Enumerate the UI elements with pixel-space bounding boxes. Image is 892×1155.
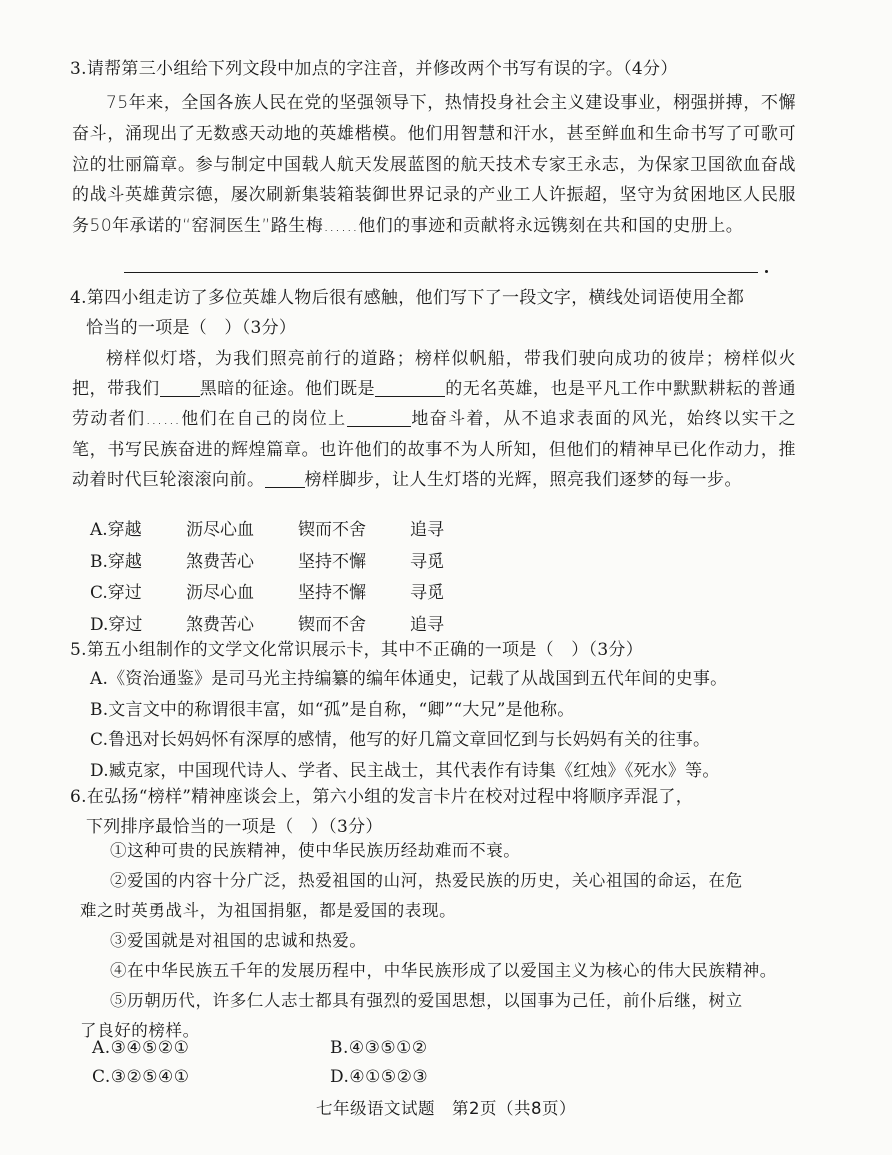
question-6-sentences [80, 836, 796, 1046]
sentence-4: ④在中华民族五千年的发展历程中，中华民族形成了以爱国主义为核心的伟大民族精神。 [110, 961, 777, 980]
option-row-b [90, 547, 470, 579]
question-4-title-line1: 4.第四小组走访了多位英雄人物后很有感触，他们写下了一段文字，横线处词语使用全都 [70, 288, 745, 308]
answer-line [124, 272, 758, 273]
sentence-1: ①这种可贵的民族精神，使中华民族历经劫难而不衰。 [110, 841, 521, 860]
page-footer: 七年级语文试题 第2页（共8页） [316, 1099, 576, 1118]
sentence-3: ③爱国就是对祖国的忠诚和热爱。 [110, 931, 367, 950]
question-5-options [90, 664, 727, 786]
option-a: A.《资治通鉴》是司马光主持编纂的编年体通史，记载了从战国到五代年间的史事。 [90, 669, 728, 689]
option-cell: 煞费苦心 [186, 551, 254, 572]
passage-segment: 的无名英雄，也是平凡工作中默默耕耘的普通劳动者们……他们在自己的岗位上 [72, 379, 797, 430]
option-cell: A.穿越 [90, 520, 142, 540]
question-4-title [70, 283, 744, 343]
fill-blank-4 [265, 469, 305, 488]
question-3-passage: 75年来，全国各族人民在党的坚强领导下，热情投身社会主义建设事业，栩强拼搏，不懈奋斗，涌现出了无数惑天动地的英雄楷模。他们用智慧和汗水，甚至鲜血和生命书写了可歌可泣的壮丽篇章。参与制定中国载人航天发展蓝图的航天技术专家王永志，为保家卫国欲血奋战的战斗英雄黄宗德，屡次刷新集装箱装御世界记录的产业工人许振超，坚守为贫困地区人民服务50年承诺的“窑洞医生”路生梅……他们的事迹和贡献将永远镌刻在共和国的史册上。 [72, 93, 796, 237]
option-cell: 坚持不懈 [298, 551, 366, 572]
option-cell: 寻觅 [410, 583, 444, 603]
fill-blank-3 [347, 408, 411, 427]
question-4-passage [72, 344, 796, 495]
passage-segment: 黑暗的征途。他们既是 [199, 379, 376, 400]
question-3-title [70, 54, 678, 84]
option-d: D.④①⑤②③ [330, 1067, 429, 1087]
option-cell: 锲而不舍 [298, 614, 366, 635]
option-cell: 锲而不舍 [298, 520, 366, 540]
question-5-title-text: 5.第五小组制作的文学文化常识展示卡，其中不正确的一项是（ ）（3分） [70, 640, 644, 660]
option-d: D.臧克家，中国现代诗人、学者、民主战士，其代表作有诗集《红烛》《死水》等。 [90, 760, 720, 781]
option-cell: C.穿过 [90, 583, 142, 603]
option-row-a [90, 515, 470, 547]
sentence-5-cont: 了良好的榜样。 [80, 1021, 200, 1040]
question-6-title-line2: 下列排序最恰当的一项是（ ）（3分） [86, 817, 383, 837]
option-row-c [90, 578, 470, 610]
option-cell: 沥尽心血 [186, 520, 254, 540]
option-cell: 追寻 [410, 614, 444, 635]
sentence-2: ②爱国的内容十分广泛，热爱祖国的山河，热爱民族的历史，关心祖国的命运，在危 [110, 871, 743, 890]
option-c: C.鲁迅对长妈妈怀有深厚的感情，他写的好几篇文章回忆到与长妈妈有关的往事。 [90, 730, 711, 750]
question-6-title [70, 782, 693, 842]
passage-segment: 榜样脚步，让人生灯塔的光辉，照亮我们逐梦的每一步。 [304, 469, 742, 490]
option-cell: D.穿过 [90, 614, 143, 635]
passage-segment: 榜样似灯塔，为我们照亮前行的道路；榜样似帆船，带我们驶向成功的彼岸；榜样似火把，带我们 [72, 349, 796, 400]
option-a: A.③④⑤②① [92, 1038, 190, 1058]
option-cell: 煞费苦心 [186, 614, 254, 635]
question-4-options [90, 515, 470, 641]
option-c: C.③②⑤④① [92, 1067, 190, 1087]
fill-blank-2 [375, 378, 445, 397]
option-cell: B.穿越 [90, 551, 142, 572]
option-cell: 沥尽心血 [186, 583, 254, 603]
passage-segment: 地奋斗着，从不追求表面的风光，始终以实干之笔，书写民族奋进的辉煌篇章。也许他们的故事不为人所知，但他们的精神早已化作动力，推动着时代巨轮滚滚向前。 [72, 409, 796, 490]
question-5-title [70, 635, 643, 665]
sentence-5: ⑤历朝历代，许多仁人志士都具有强烈的爱国思想，以国事为己任，前仆后继，树立 [110, 991, 743, 1010]
sentence-2-cont: 难之时英勇战斗，为祖国捐躯，都是爱国的表现。 [80, 901, 457, 920]
option-b: B.④③⑤①② [330, 1038, 428, 1058]
question-4-title-line2: 恰当的一项是（ ）（3分） [86, 318, 297, 338]
option-cell: 追寻 [410, 520, 444, 540]
option-cell: 寻觅 [410, 551, 444, 572]
question-3-title-text: 3.请帮第三小组给下列文段中加点的字注音，并修改两个书写有误的字。（4分） [70, 59, 678, 79]
scan-dot [765, 270, 768, 273]
option-b: B.文言文中的称谓很丰富，如“孤”是自称，“卿”“大兄”是他称。 [90, 699, 575, 720]
fill-blank-1 [160, 378, 200, 397]
question-6-title-line1: 6.在弘扬“榜样”精神座谈会上，第六小组的发言卡片在校对过程中将顺序弄混了， [70, 787, 693, 807]
option-cell: 坚持不懈 [298, 583, 366, 603]
